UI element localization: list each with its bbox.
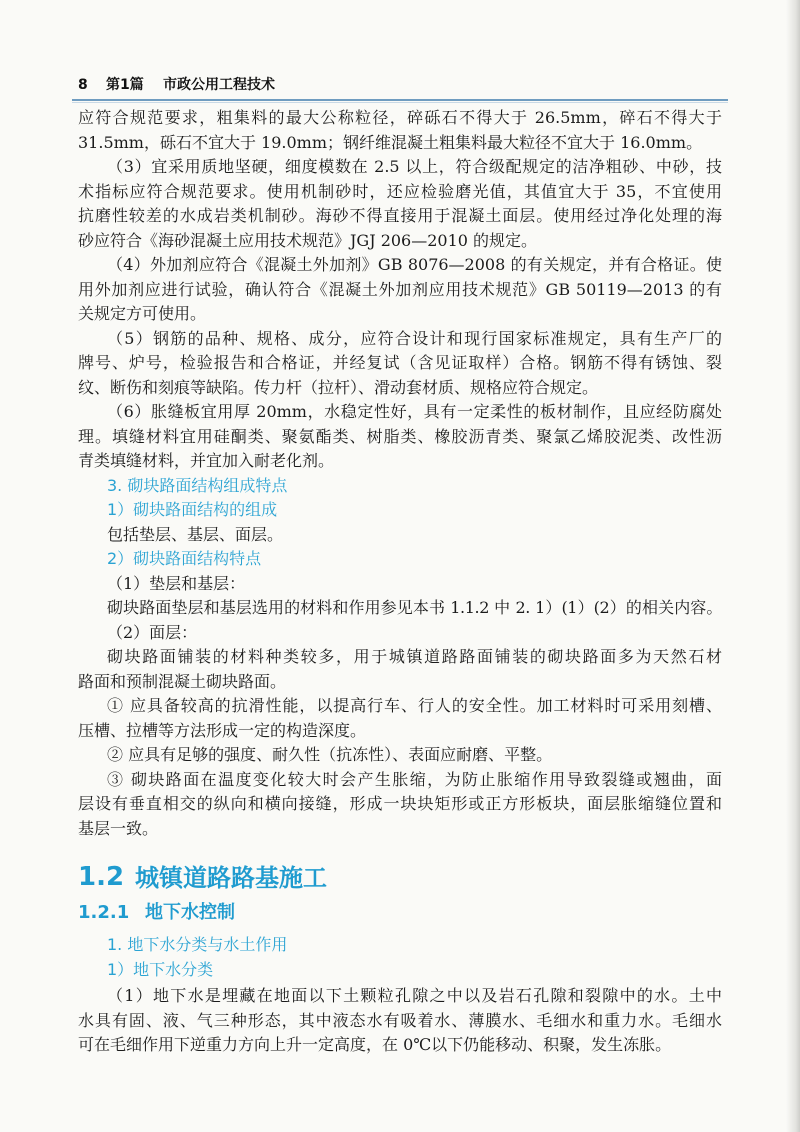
body-line: 砂应符合《海砂混凝土应用技术规范》JGJ 206—2010 的规定。 [78, 231, 538, 250]
subsection-heading: 3. 砌块路面结构组成特点 [107, 476, 288, 495]
header-rule-shadow [72, 102, 728, 103]
body-line: 31.5mm，砾石不宜大于 19.0mm；钢纤维混凝土粗集料最大粒径不宜大于 16.0mm。 [78, 133, 703, 152]
body-line: 术指标应符合规范要求。使用机制砂时，还应检验磨光值，其值宜大于 35，不宜使用 [78, 182, 722, 201]
body-line: （6）胀缝板宜用厚 20mm，水稳定性好，具有一定柔性的板材制作，且应经防腐处 [107, 402, 722, 421]
body-line: 包括垫层、基层、面层。 [107, 525, 284, 544]
topic-heading: 1）砌块路面结构的组成 [107, 500, 278, 519]
body-line: （5）钢筋的品种、规格、成分，应符合设计和现行国家标准规定，具有生产厂的 [107, 329, 722, 348]
item-heading: （2）面层： [107, 623, 198, 642]
list-item: ② 应具有足够的强度、耐久性（抗冻性）、表面应耐磨、平整。 [107, 745, 553, 764]
body-line: 水具有固、液、气三种形态，其中液态水有吸着水、薄膜水、毛细水和重力水。毛细水 [78, 1011, 722, 1030]
page-edge-shadow [786, 0, 800, 1132]
body-line: 关规定方可使用。 [78, 304, 207, 323]
part-title: 市政公用工程技术 [163, 77, 275, 93]
body-line: 可在毛细作用下逆重力方向上升一定高度，在 0℃以下仍能移动、积聚，发生冻胀。 [78, 1035, 672, 1054]
body-line: 基层一致。 [78, 819, 159, 838]
body-line: （3）宜采用质地坚硬，细度模数在 2.5 以上，符合级配规定的洁净粗砂、中砂，技 [107, 157, 722, 176]
topic-heading: 2）砌块路面结构特点 [107, 549, 262, 568]
page-number: 8 [78, 77, 88, 93]
body-line: （4）外加剂应符合《混凝土外加剂》GB 8076—2008 的有关规定，并有合格证。使 [107, 255, 722, 274]
body-line: 理。填缝材料宜用硅酮类、聚氨酯类、树脂类、橡胶沥青类、聚氯乙烯胶泥类、改性沥 [78, 427, 722, 446]
list-item: ③ 砌块路面在温度变化较大时会产生胀缩，为防止胀缩作用导致裂缝或翘曲，面 [107, 770, 722, 789]
part-label: 第1篇 [106, 77, 144, 93]
subsection-number: 1.2.1 [78, 902, 130, 923]
body-line: 砌块路面垫层和基层选用的材料和作用参见本书 1.1.2 中 2. 1）(1）(2）的相关内容。 [107, 598, 722, 617]
body-line: 青类填缝材料，并宜加入耐老化剂。 [78, 451, 335, 470]
list-item: ① 应具备较高的抗滑性能，以提高行车、行人的安全性。加工材料时可采用刻槽、 [107, 696, 722, 715]
body-line: 砌块路面铺装的材料种类较多，用于城镇道路路面铺装的砌块路面多为天然石材 [107, 647, 722, 666]
body-line: 路面和预制混凝土砌块路面。 [78, 672, 287, 691]
body-line: （1）地下水是埋藏在地面以下土颗粒孔隙之中以及岩石孔隙和裂隙中的水。土中 [107, 986, 722, 1005]
body-line: 层设有垂直相交的纵向和横向接缝，形成一块块矩形或正方形板块，面层胀缩缝位置和 [78, 794, 722, 813]
item-heading: （1）垫层和基层： [107, 574, 246, 593]
body-line: 纹、断伤和刻痕等缺陷。传力杆（拉杆）、滑动套材质、规格应符合规定。 [78, 378, 599, 397]
subsection-title: 地下水控制 [145, 902, 235, 923]
section-title: 城镇道路路基施工 [135, 864, 327, 892]
body-line: 用外加剂应进行试验，确认符合《混凝土外加剂应用技术规范》GB 50119—2013 的有 [78, 280, 722, 299]
header-rule [72, 99, 728, 101]
body-line: 牌号、炉号，检验报告和合格证，并经复试（含见证取样）合格。钢筋不得有锈蚀、裂 [78, 353, 722, 372]
topic-heading: 1）地下水分类 [107, 960, 214, 979]
body-line: 压槽、拉槽等方法形成一定的构造深度。 [78, 721, 367, 740]
section-number: 1.2 [78, 862, 125, 892]
body-line: 抗磨性较差的水成岩类机制砂。海砂不得直接用于混凝土面层。使用经过净化处理的海 [78, 206, 722, 225]
topic-heading: 1. 地下水分类与水土作用 [107, 935, 288, 954]
body-line: 应符合规范要求，粗集料的最大公称粒径，碎砾石不得大于 26.5mm，碎石不得大于 [78, 108, 722, 127]
